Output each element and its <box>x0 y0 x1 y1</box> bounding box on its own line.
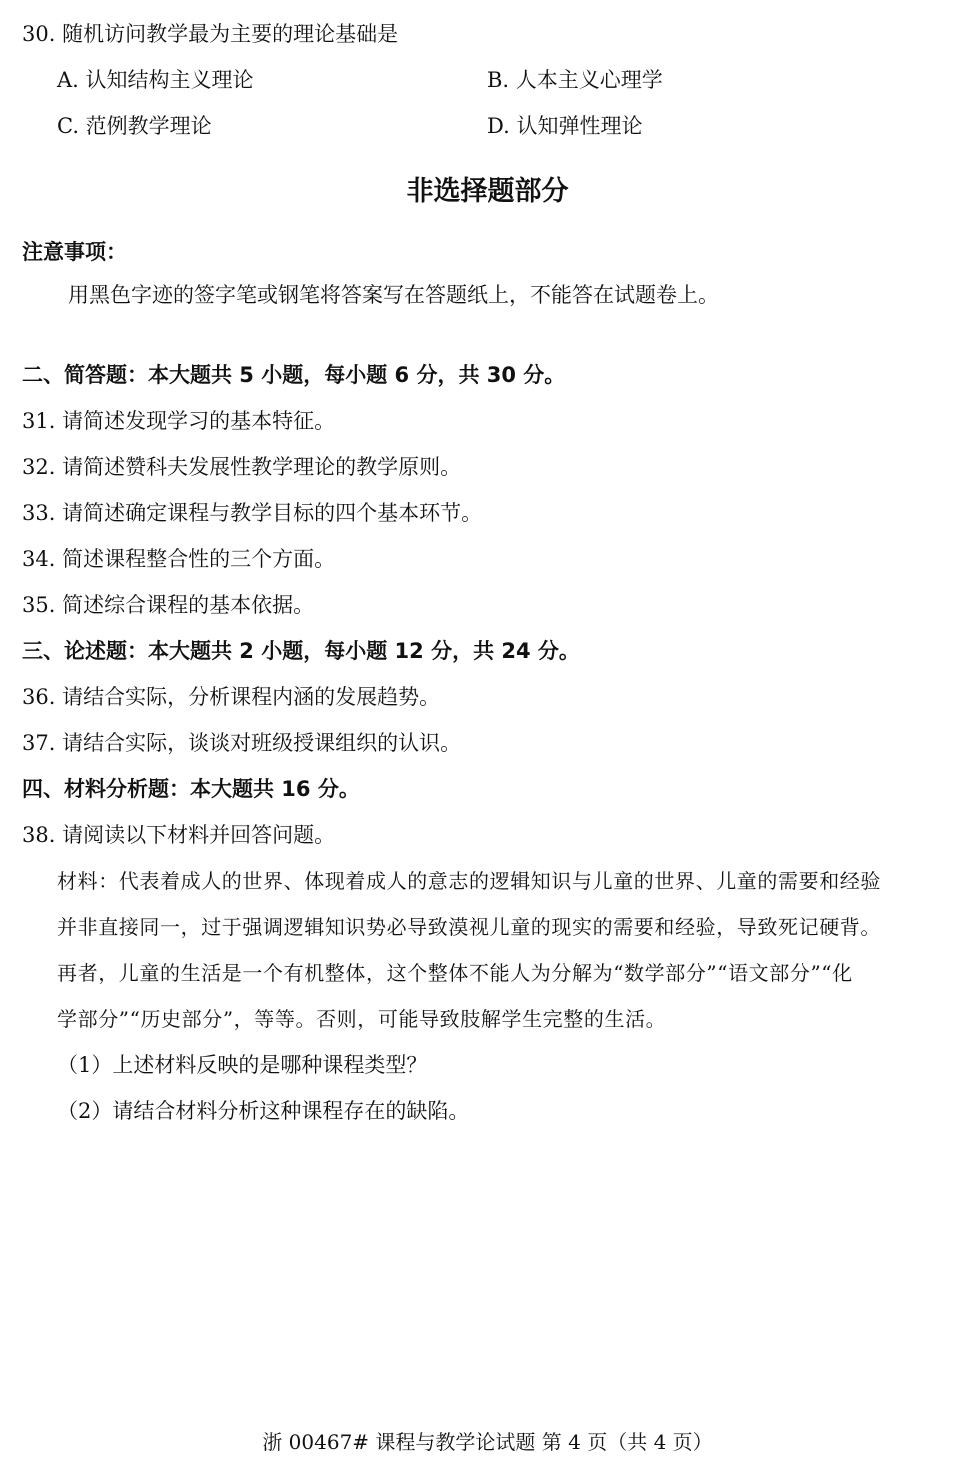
part2-heading: 二、简答题：本大题共 5 小题，每小题 6 分，共 30 分。 <box>22 363 566 387</box>
q30-option-c: C. 范例教学理论 <box>57 114 212 138</box>
notice-text: 用黑色字迹的签字笔或钢笔将答案写在答题纸上，不能答在试题卷上。 <box>68 283 719 307</box>
question-33: 33. 请简述确定课程与教学目标的四个基本环节。 <box>22 501 483 525</box>
question-36: 36. 请结合实际，分析课程内涵的发展趋势。 <box>22 685 441 709</box>
part4-heading: 四、材料分析题：本大题共 16 分。 <box>22 777 360 801</box>
question-34: 34. 简述课程整合性的三个方面。 <box>22 547 336 571</box>
material-line-2: 并非直接同一，过于强调逻辑知识势必导致漠视儿童的现实的需要和经验，导致死记硬背。 <box>57 915 881 939</box>
question-37: 37. 请结合实际，谈谈对班级授课组织的认识。 <box>22 731 462 755</box>
part3-heading: 三、论述题：本大题共 2 小题，每小题 12 分，共 24 分。 <box>22 639 580 663</box>
sub-question-1: （1）上述材料反映的是哪种课程类型？ <box>57 1053 428 1077</box>
question-31: 31. 请简述发现学习的基本特征。 <box>22 409 336 433</box>
question-32: 32. 请简述赞科夫发展性教学理论的教学原则。 <box>22 455 462 479</box>
sub-question-2: （2）请结合材料分析这种课程存在的缺陷。 <box>57 1099 470 1123</box>
material-line-1: 材料：代表着成人的世界、体现着成人的意志的逻辑知识与儿童的世界、儿童的需要和经验 <box>57 869 881 893</box>
material-line-4: 学部分”“历史部分”，等等。否则，可能导致肢解学生完整的生活。 <box>57 1007 667 1031</box>
q30-option-d: D. 认知弹性理论 <box>487 114 643 138</box>
notice-heading: 注意事项： <box>22 240 127 264</box>
q30-stem: 30. 随机访问教学最为主要的理论基础是 <box>22 22 399 46</box>
material-line-3: 再者，儿童的生活是一个有机整体，这个整体不能人为分解为“数学部分”“语文部分”“化 <box>57 961 853 985</box>
q30-option-a: A. 认知结构主义理论 <box>57 68 254 92</box>
q30-option-b: B. 人本主义心理学 <box>487 68 663 92</box>
question-38: 38. 请阅读以下材料并回答问题。 <box>22 823 336 847</box>
page-footer: 浙 00467# 课程与教学论试题 第 4 页（共 4 页） <box>262 1430 713 1454</box>
question-35: 35. 简述综合课程的基本依据。 <box>22 593 315 617</box>
section-title: 非选择题部分 <box>406 176 569 207</box>
